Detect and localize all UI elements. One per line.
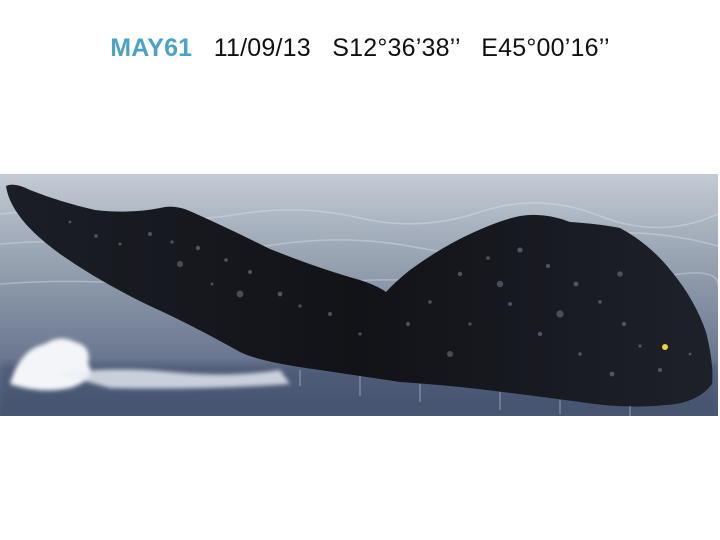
latitude: S12°36’38’’ — [332, 34, 460, 62]
fluke-image — [0, 174, 718, 416]
sighting-date: 11/09/13 — [213, 34, 311, 62]
whale-id: MAY61 — [110, 34, 193, 62]
yellow-spot — [662, 344, 668, 350]
photo-caption — [0, 34, 720, 63]
whale-fluke-photo — [0, 174, 718, 416]
longitude: E45°00’16’’ — [481, 34, 610, 62]
